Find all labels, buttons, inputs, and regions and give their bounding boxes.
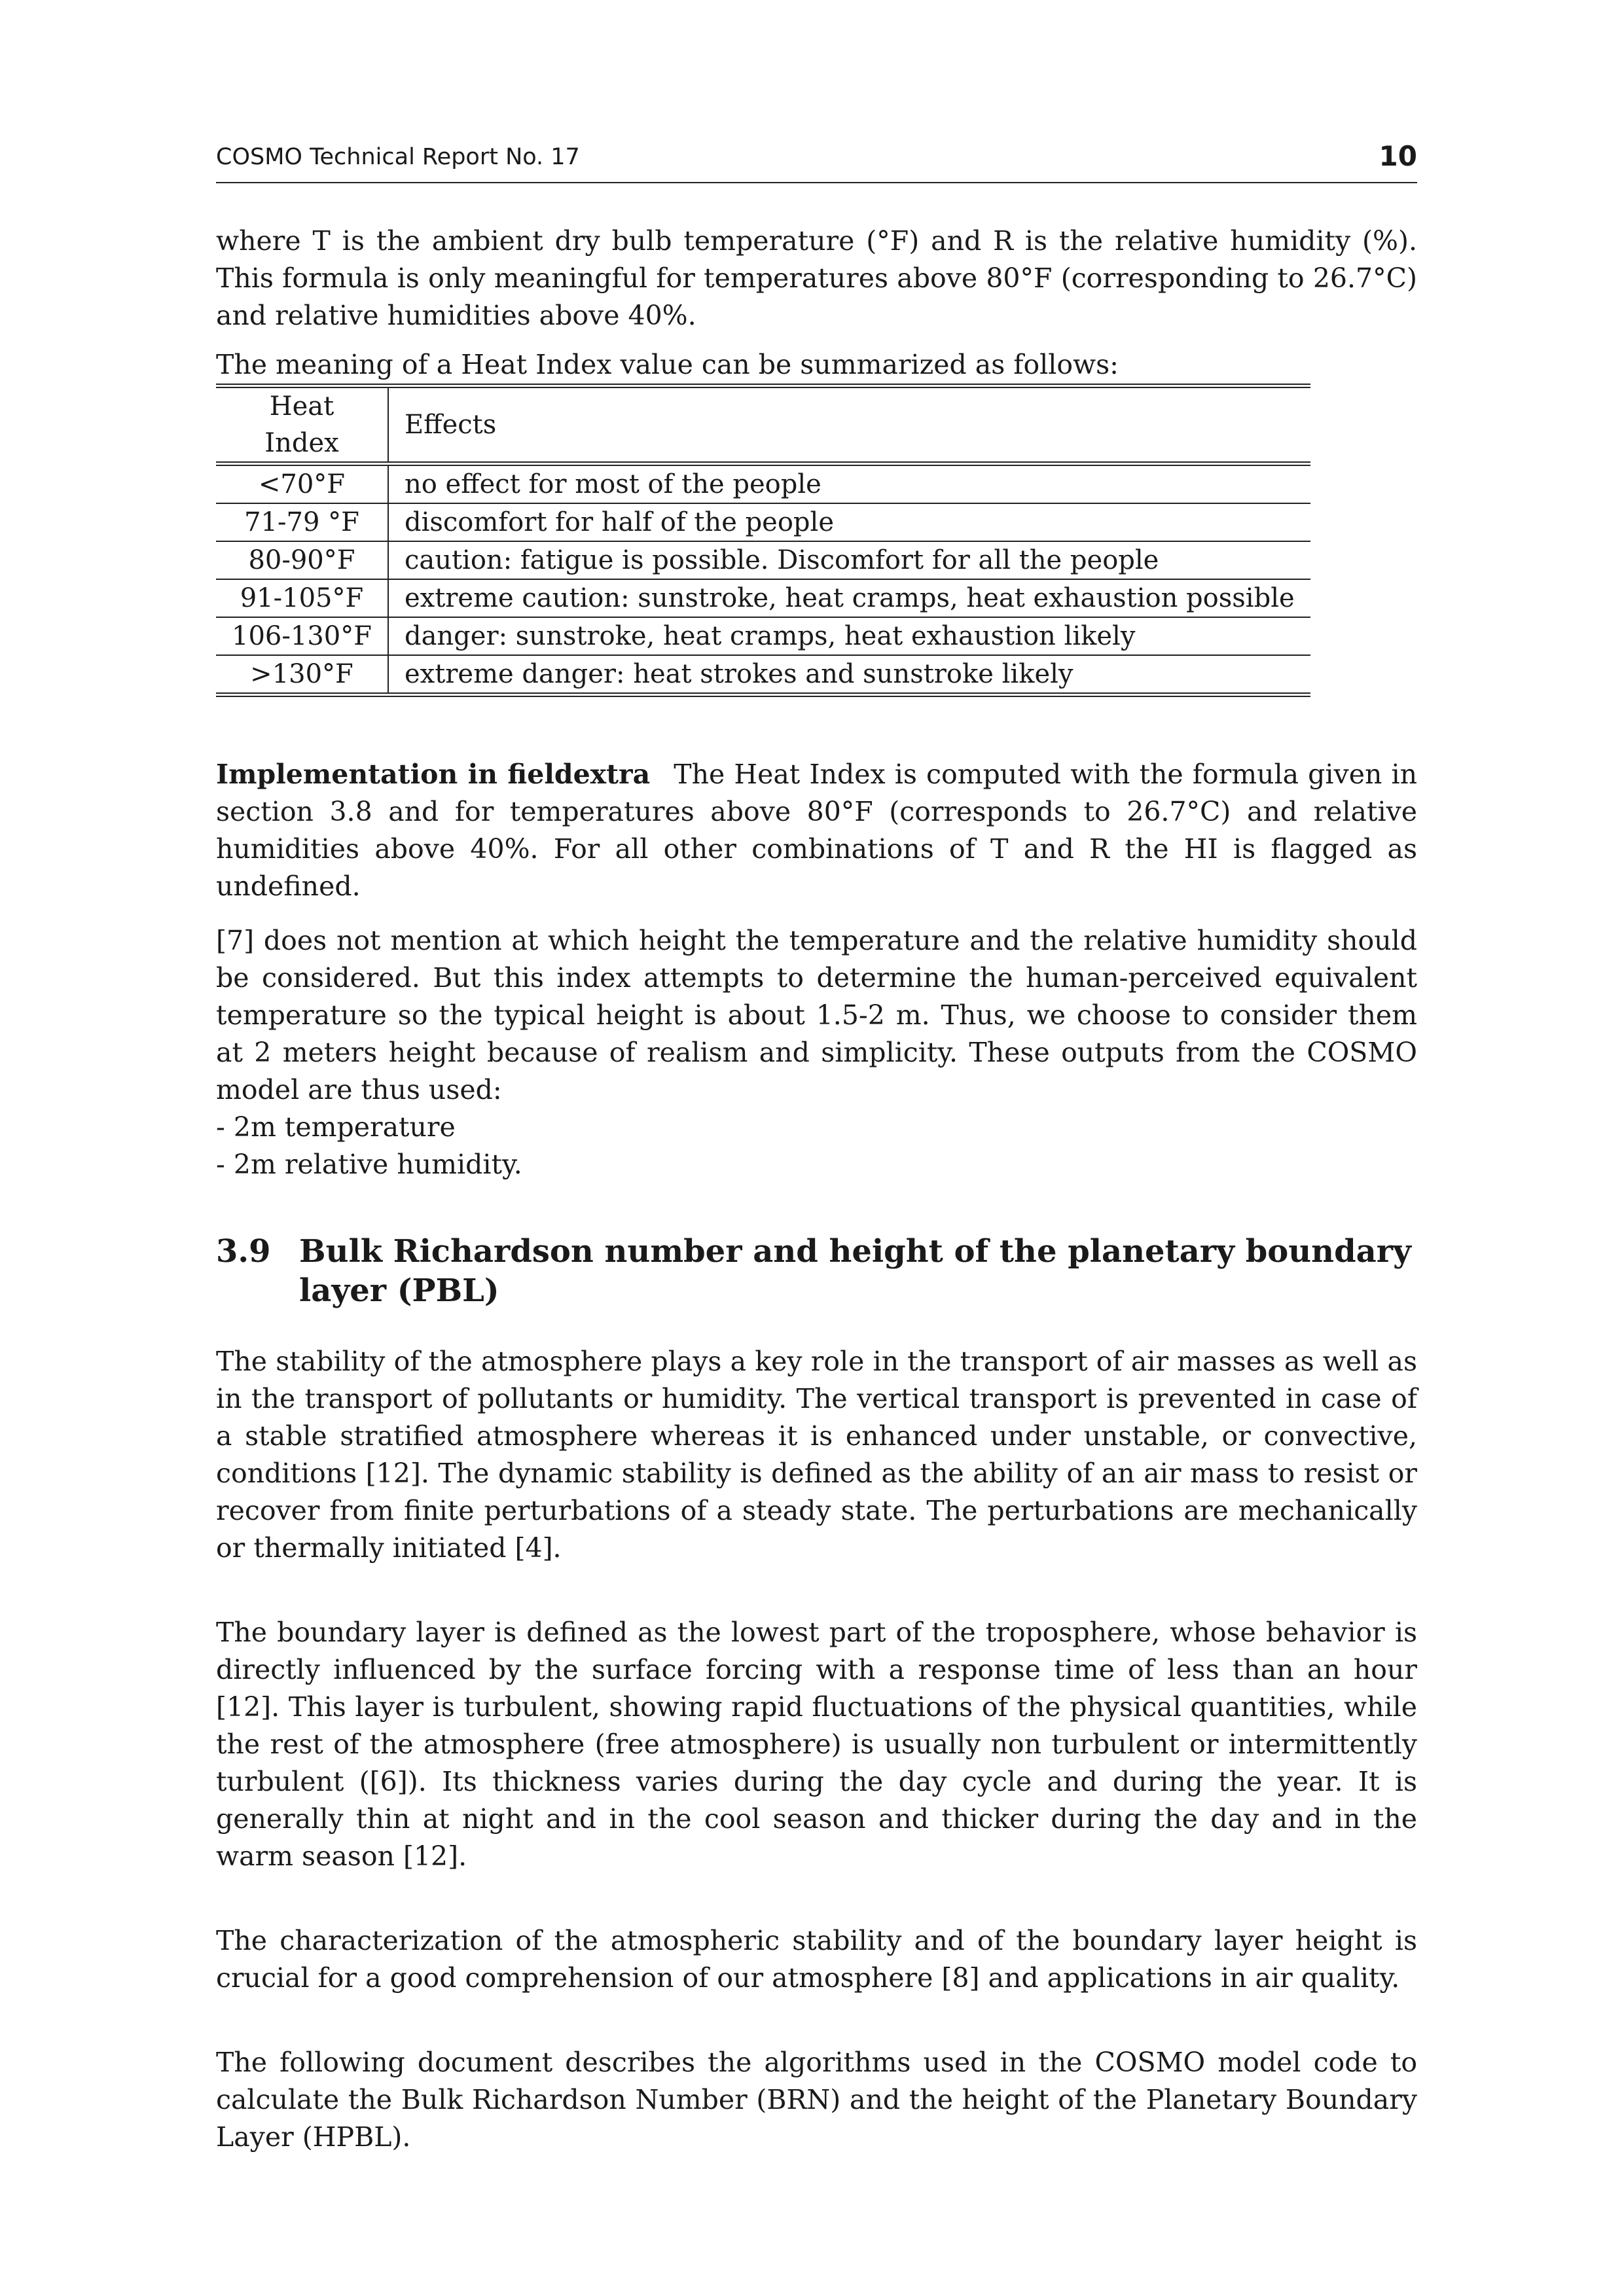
implementation-paragraph <box>216 756 1417 905</box>
effects-cell: discomfort for half of the people <box>404 507 835 537</box>
heat-index-cell: 71-79 °F <box>216 503 388 541</box>
header-heat-index: Heat Index <box>216 386 388 464</box>
intro-paragraph: where T is the ambient dry bulb temperature (°F) and R is the relative humidity (%). This formula is only meaningful for temperatures above 80°F (corresponding to 26.7°C) and relative humidities above 40%. <box>216 225 1417 331</box>
boundary-layer-paragraph: The boundary layer is defined as the lowest part of the troposphere, whose behavior is directly influenced by the surface forcing with a response time of less than an hour [12]. This layer is turbulent, showing rapid fluctuations of the physical quantities, while the rest of the atmosphere (free atmosphere) is usually non turbulent or intermittently turbulent ([6]). Its thickness varies during the day cycle and during the year. It is generally thin at night and in the cool season and thicker during the day and in the warm season [12]. <box>216 1617 1417 1872</box>
header-effects: Effects <box>404 410 497 440</box>
heat-index-cell: <70°F <box>216 464 388 504</box>
heat-index-cell: 106-130°F <box>216 617 388 655</box>
effects-cell: caution: fatigue is possible. Discomfort for all the people <box>404 545 1159 575</box>
page-number: 10 <box>1379 140 1417 172</box>
report-title: COSMO Technical Report No. 17 <box>216 144 580 170</box>
effects-cell: no effect for most of the people <box>404 469 821 499</box>
table-row <box>216 541 1310 579</box>
implementation-text: The Heat Index is computed with the formula given in section 3.8 and for temperatures above 80°F (corresponds to 26.7°C) and relative humidities above 40%. For all other combinations of T and R the HI is flagged as undefined. <box>216 759 1417 902</box>
document-description-paragraph: The following document describes the algorithms used in the COSMO model code to calculate the Bulk Richardson Number (BRN) and the height of the Planetary Boundary Layer (HPBL). <box>216 2047 1417 2153</box>
section-title: Bulk Richardson number and height of the planetary boundary layer (PBL) <box>299 1233 1411 1309</box>
effects-cell: danger: sunstroke, heat cramps, heat exhaustion likely <box>404 621 1136 651</box>
stability-paragraph: The stability of the atmosphere plays a key role in the transport of air masses as well as in the transport of pollutants or humidity. The vertical transport is prevented in case of a stable stratified atmosphere whereas it is enhanced under unstable, or convective, conditions [12]. The dynamic stability is defined as the ability of an air mass to resist or recover from finite perturbations of a steady state. The perturbations are mechanically or thermally initiated [4]. <box>216 1346 1417 1564</box>
table-row <box>216 617 1310 655</box>
section-heading <box>216 1232 1417 1310</box>
table-header-row <box>216 386 1310 464</box>
height-paragraph: [7] does not mention at which height the temperature and the relative humidity should be considered. But this index attempts to determine the human-perceived equivalent temperature so the typical height is about 1.5-2 m. Thus, we choose to consider them at 2 meters height because of realism and simplicity. These outputs from the COSMO model are thus used: <box>216 925 1417 1105</box>
output-item: - 2m temperature <box>216 1111 456 1143</box>
document-page <box>216 0 1417 2296</box>
page-body <box>216 223 1417 2156</box>
heat-index-table <box>216 384 1310 697</box>
table-row <box>216 579 1310 617</box>
section-number: 3.9 <box>216 1233 271 1270</box>
effects-cell: extreme danger: heat strokes and sunstroke likely <box>404 659 1074 689</box>
table-intro: The meaning of a Heat Index value can be summarized as follows: <box>216 349 1119 380</box>
output-item: - 2m relative humidity. <box>216 1149 522 1180</box>
running-header <box>216 140 1417 183</box>
heat-index-cell: >130°F <box>216 655 388 695</box>
effects-cell: extreme caution: sunstroke, heat cramps, heat exhaustion possible <box>404 583 1295 613</box>
heat-index-cell: 80-90°F <box>216 541 388 579</box>
table-row <box>216 655 1310 695</box>
table-row <box>216 503 1310 541</box>
heat-index-table-wrap <box>216 384 1303 697</box>
table-row <box>216 464 1310 504</box>
characterization-paragraph: The characterization of the atmospheric stability and of the boundary layer height is crucial for a good comprehension of our atmosphere [8] and applications in air quality. <box>216 1925 1417 1994</box>
implementation-runin-heading: Implementation in fieldextra <box>216 759 651 790</box>
heat-index-cell: 91-105°F <box>216 579 388 617</box>
